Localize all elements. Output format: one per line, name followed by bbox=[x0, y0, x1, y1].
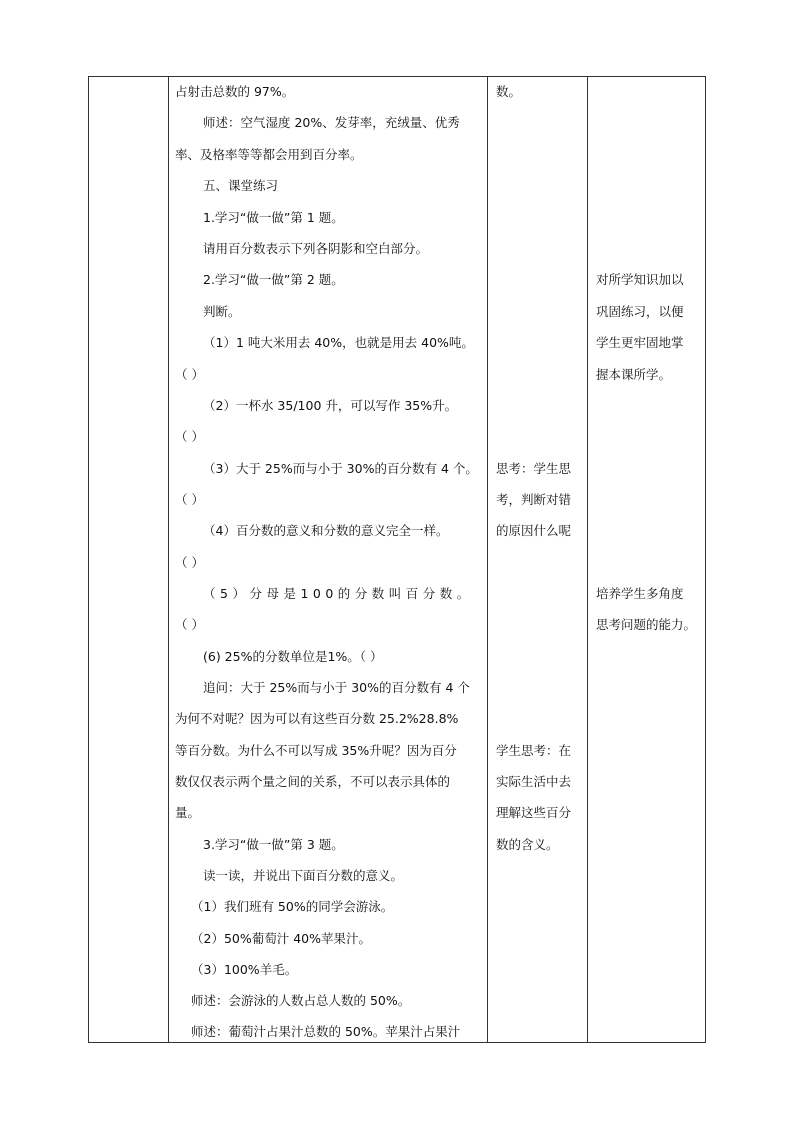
student-line: 数的含义。 bbox=[496, 837, 559, 852]
student-line: 理解这些百分 bbox=[496, 805, 572, 820]
content-line: 追问：大于 25%而与小于 30%的百分数有 4 个 bbox=[203, 680, 470, 695]
student-line: 学生思考：在 bbox=[496, 743, 572, 758]
content-line: （5）分母是100的分数叫百分数。 bbox=[203, 586, 474, 601]
content-line: （2）50%葡萄汁 40%苹果汁。 bbox=[191, 931, 371, 946]
column-divider-2 bbox=[487, 77, 488, 1042]
student-line: 实际生活中去 bbox=[496, 774, 572, 789]
content-line: （ ） bbox=[175, 367, 204, 382]
column-divider-1 bbox=[168, 77, 169, 1042]
content-line: (6) 25%的分数单位是1%。（ ） bbox=[203, 649, 383, 664]
student-line: 思考：学生思 bbox=[496, 461, 572, 476]
content-line: （ ） bbox=[175, 555, 204, 570]
content-line: （1）1 吨大米用去 40%，也就是用去 40%吨。 bbox=[203, 335, 474, 350]
intent-line: 学生更牢固地掌 bbox=[596, 335, 684, 350]
intent-line: 思考问题的能力。 bbox=[596, 617, 697, 632]
content-line: 请用百分数表示下列各阴影和空白部分。 bbox=[203, 241, 429, 256]
intent-line: 培养学生多角度 bbox=[596, 586, 684, 601]
student-line: 考，判断对错 bbox=[496, 492, 572, 507]
content-line: 1.学习“做一做”第 1 题。 bbox=[203, 210, 344, 225]
content-line: （3）100%羊毛。 bbox=[191, 962, 298, 977]
content-line: （ ） bbox=[175, 492, 204, 507]
content-line: 读一读，并说出下面百分数的意义。 bbox=[203, 868, 404, 883]
content-line: 师述：葡萄汁占果汁总数的 50%。苹果汁占果汁 bbox=[191, 1024, 461, 1039]
intent-line: 巩固练习，以便 bbox=[596, 304, 684, 319]
content-line: 师述：空气湿度 20%、发芽率，充绒量、优秀 bbox=[203, 115, 460, 130]
content-line: （ ） bbox=[175, 617, 204, 632]
intent-line: 握本课所学。 bbox=[596, 367, 672, 382]
content-line: 为何不对呢？因为可以有这些百分数 25.2%28.8% bbox=[175, 711, 459, 726]
content-line: 等百分数。为什么不可以写成 35%升呢？因为百分 bbox=[175, 743, 457, 758]
content-line: 数仅仅表示两个量之间的关系，不可以表示具体的 bbox=[175, 774, 451, 789]
student-line: 数。 bbox=[496, 84, 522, 99]
content-line: （2）一杯水 35/100 升，可以写作 35%升。 bbox=[203, 398, 458, 413]
content-line: （ ） bbox=[175, 429, 204, 444]
content-line: 3.学习“做一做”第 3 题。 bbox=[203, 837, 344, 852]
content-line: 量。 bbox=[175, 805, 201, 820]
content-line: （4）百分数的意义和分数的意义完全一样。 bbox=[203, 523, 449, 538]
content-line: （1）我们班有 50%的同学会游泳。 bbox=[191, 899, 394, 914]
student-line: 的原因什么呢 bbox=[496, 523, 572, 538]
content-line: 判断。 bbox=[203, 304, 241, 319]
content-line: 率、及格率等等都会用到百分率。 bbox=[175, 147, 363, 162]
lesson-plan-table bbox=[88, 76, 706, 1043]
column-divider-3 bbox=[587, 77, 588, 1042]
intent-line: 对所学知识加以 bbox=[596, 272, 684, 287]
content-line: （3）大于 25%而与小于 30%的百分数有 4 个。 bbox=[203, 461, 478, 476]
content-line: 五、课堂练习 bbox=[203, 178, 279, 193]
content-line: 2.学习“做一做”第 2 题。 bbox=[203, 272, 344, 287]
content-line: 占射击总数的 97%。 bbox=[175, 84, 295, 99]
content-line: 师述：会游泳的人数占总人数的 50%。 bbox=[191, 993, 411, 1008]
